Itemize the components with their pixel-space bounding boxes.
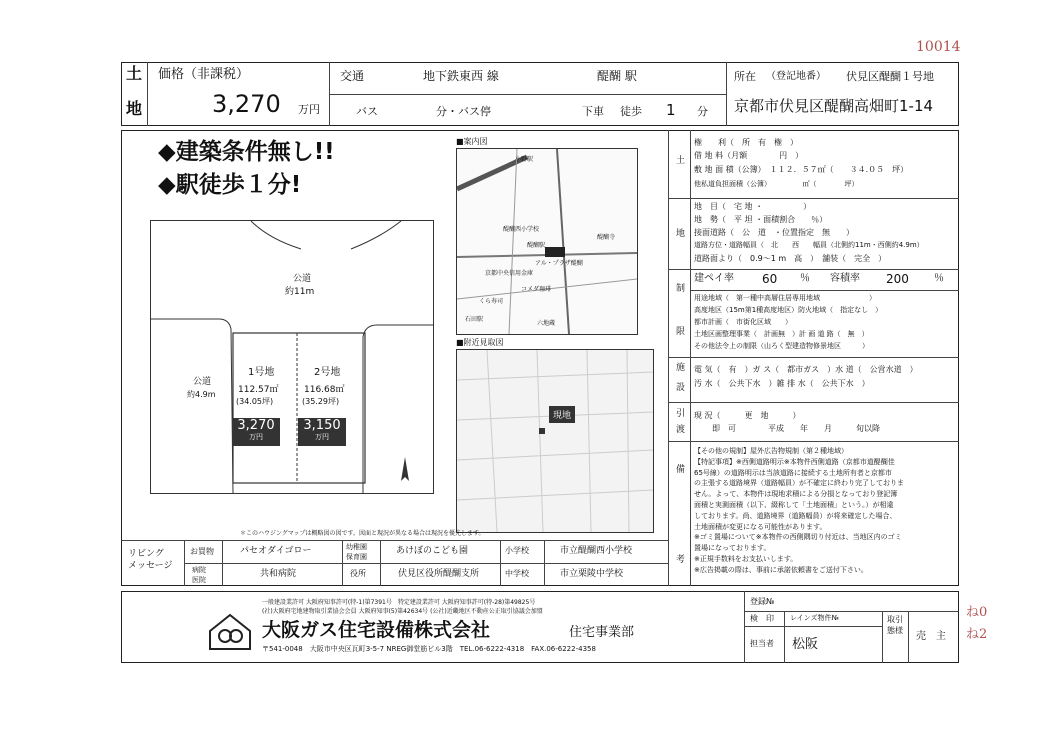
headline-walk-one-min: ◆駅徒歩１分! [158,172,302,198]
specs-seigen-2: 限 [676,327,686,337]
spec-koudo: 高度地区（15m第1種高度地区）防火地域（ 指定なし ） [694,306,883,314]
yoseki-value: 200 [886,272,909,286]
kenpei-value: 60 [762,272,778,286]
lot1-price-badge [232,418,280,446]
lot1-price-unit: 万円 [249,433,263,441]
specs-shisetsu-2: 設 [676,383,686,393]
company-division: 住宅事業部 [569,625,635,640]
guide-map [456,148,638,335]
spec-jiki: 即 可 平成 年 月 旬以降 [712,424,880,433]
specs-hikiwatashi-2: 渡 [676,425,686,435]
getoff-label: 下車 [582,105,604,118]
lot2-price-badge [298,418,346,446]
company-address: 〒541-0048 大阪市中央区瓦町3-5-7 NREG御堂筋ビル3階 TEL.06-6222-4318 FAX.06-6222-4358 [262,645,596,653]
biko-line: 面積と実測面積（以下、綴称して「土地面積」という。）が相違 [694,500,894,509]
land-label-1: 土 [126,64,143,83]
map-label-komeda: コメダ珈琲 [521,286,552,293]
headline-no-build-condition: ◆建築条件無し!! [158,139,335,165]
map-label-rokujizo: 六地蔵 [537,320,556,327]
guide-map-title: ■案内図 [456,137,488,146]
spec-genkyo: 現 況（ 更 地 ） [694,411,801,420]
handwritten-number: 10014 [916,39,961,55]
walk-label: 徒歩 [620,105,642,118]
lot1-tsubo: (34.05坪) [236,397,274,406]
spec-setsudo: 接面道路（ 公 道 ・位置指定 無 ） [694,228,854,237]
reg-number-label: 登録№ [750,597,775,606]
site-plan [150,220,434,494]
spec-road-width: 道路方位・道路幅員（ 北 西 幅員（北側約11m・西側約4.9m） [694,241,924,249]
spec-area: 敷 地 面 積（公簿） １１２．５７㎡（ ３４.０５ 坪） [694,165,909,174]
company-logo-icon [206,611,254,651]
living-cat-hospital: 病院 医院 [192,566,206,584]
living-junior: 市立栗陵中学校 [560,569,624,579]
biko-line: 【特記事項】※西側道路明示※本物件西側道路（京都市道醍醐佳 [694,457,895,466]
specs-shisetsu-1: 施 [676,363,686,373]
bus-stop-label: 分・バス停 [436,105,491,118]
lot2-price-unit: 万円 [315,433,329,441]
specs-seigen-1: 制 [676,284,686,294]
living-message-title: リビング メッセージ [128,549,173,571]
living-cat-shopping: お買物 [190,547,214,556]
company-name: 大阪ガス住宅設備株式会社 [262,619,491,641]
biko-line: 【その他の規制】屋外広告物規制（第２種地域） [694,447,848,455]
spec-kukaku: 土地区画整理事業（ 計画無 ）計 画 道 路（ 無 ） [694,330,869,338]
biko-line: ※正規手数料をお支払いします。 [694,554,798,563]
living-cat-junior: 中学校 [505,569,529,578]
transport-label: 交通 [340,69,365,83]
transaction-type-label: 取引態様 [887,615,903,635]
lot2-price: 3,150 [303,418,341,433]
living-hospital: 共和病院 [260,569,297,579]
price-unit: 万円 [298,103,320,116]
spec-private-road: 他私道負担面積（公簿） ㎡（ 坪） [694,180,859,188]
map-label-daigoji: 醍醐寺 [597,234,616,241]
map-label-ono: 小野駅 [515,156,534,163]
price-value: 3,270 [212,90,281,118]
address: 京都市伏見区醍醐高畑町1-14 [734,97,934,115]
map-label-bank: 京都中央信用金庫 [485,270,534,277]
land-label-2: 地 [126,99,143,118]
spec-toshi: 都市計画（ 市街化区域 ） [694,318,792,326]
road-main-label: 公道 [293,274,312,284]
living-cat-elementary: 小学校 [505,546,529,555]
specs-land-char-1: 土 [676,156,686,166]
station-name: 醍醐 駅 [597,69,637,83]
kenpei-label: 建ペイ率 [694,273,734,284]
map-label-daigo-station: 醍醐駅 [527,242,546,249]
spec-sonota: その他法令上の制限（山ろく型建造物修景地区 ） [694,342,869,350]
registry-label: （登記地番） [766,71,826,82]
specs-land-char-2: 地 [676,229,686,239]
spec-chisei: 地 勢（ 平 坦 ・面積割合 ％） [694,215,828,224]
map-label-ishida: 石田駅 [465,316,484,323]
spec-rights: 権 利（ 所 有 権 ） [694,138,798,147]
spec-road-level: 道路面より（ 0.9〜1 m 高 ） 舗装（ 完全 ） [694,254,887,263]
living-shopping: パセオダイゴロー [240,546,312,556]
location-label: 所在 [734,70,756,83]
map-current-site: 現地 [549,406,575,423]
housing-map-note: ＊このハウジングマップは概略図の図です。図面と現況が異なる場合は現況を優先します。 [240,530,485,537]
lot1-name: 1号地 [248,367,275,378]
lot2-tsubo: (35.29坪) [302,397,340,406]
kenpei-percent: ％ [800,273,810,284]
lot2-name: 2号地 [314,367,341,378]
road-side-width: 約4.9m [187,390,216,399]
biko-line: 土地面積が変更になる可能性があります。 [694,522,827,531]
living-cat-kindergarten: 幼稚園 保育園 [346,543,367,561]
bus-label: バス [356,105,378,118]
biko-line: ※広告掲載の際は、事前に承諾依頼書をご送付下さい。 [694,565,868,574]
north-arrow-icon [395,455,415,485]
biko-line: しております。尚、道路境界（道路幅員）が将来確定した場合、 [694,511,897,520]
yoseki-percent: ％ [934,273,944,284]
nearby-map-title: ■附近見取図 [456,338,504,347]
manager-name: 松阪 [792,637,819,652]
living-cat-office: 役所 [350,569,366,578]
lot1-area: 112.57㎡ [238,385,279,395]
yoseki-label: 容積率 [830,273,860,284]
map-label-alplaza: アル・プラザ醍醐 [535,260,583,267]
rains-label: レインズ物件№ [790,614,839,622]
price-label: 価格（非課税） [158,67,250,82]
license-line-1: 一般建設業許可 大阪府知事許可(特-1)第7391号 特定建設業許可 大阪府知事許可(特-28)第49825号 [262,599,536,606]
handwritten-note-1: ね0 [966,605,988,620]
nearby-map [456,349,654,533]
specs-hikiwatashi-1: 引 [676,409,686,419]
specs-biko-1: 備 [676,465,686,475]
spec-utilities-1: 電 気（ 有 ）ガ ス（ 都市ガス ）水 道（ 公営水道 ） [694,365,918,374]
biko-line: の主張する道路境界（道路幅員）が不確定に終わり完了しておりま [694,479,904,488]
spec-chimoku: 地 目（ 宅 地 ・ ） [694,202,812,211]
biko-line: 置場になっております。 [694,544,771,553]
train-line: 地下鉄東西 線 [423,69,499,83]
road-main-width: 約11m [285,287,315,297]
handwritten-note-2: ね2 [966,627,988,642]
living-office: 伏見区役所醍醐支所 [398,569,480,579]
manager-label: 担当者 [750,639,774,648]
walk-minutes: 1 [666,101,676,119]
spec-rent: 借 地 料（月額 円 ） [694,151,804,160]
license-line-2: (社)大阪府宅地建物取引業協会会員 大阪府知事(5)第42634号 (公社)近畿地区不動産公正取引協議会加盟 [262,608,543,615]
biko-line: せん。よって、本物件は現地求積による分損となっており登記簿 [694,490,898,499]
minutes-unit: 分 [697,105,708,118]
location-short: 伏見区醍醐１号地 [846,70,934,83]
biko-line: ※ゴミ置場について※本物件の西側隅切り付近は、当地区内のゴミ [694,533,902,542]
specs-biko-2: 考 [676,555,686,565]
biko-line: 65号線）の道路明示は当該道路に接続する土地所有者と京都市 [694,468,892,477]
living-kindergarten: あけぼのこども園 [396,546,469,556]
biko-notes [694,446,956,576]
lot1-price: 3,270 [237,418,275,433]
map-label-kura: くら寿司 [479,298,504,305]
map-label-school: 醍醐西小学校 [503,226,540,233]
seller-label: 売 主 [916,631,946,642]
road-side-label: 公道 [193,377,212,387]
living-elementary: 市立醍醐西小学校 [560,546,633,556]
spec-youto: 用途地域（ 第一種中高層住居専用地域 ） [694,294,876,302]
spec-utilities-2: 汚 水（ 公共下水 ）雑 排 水（ 公共下水 ） [694,379,870,388]
lot2-area: 116.68㎡ [304,385,345,395]
check-label: 検 印 [750,614,774,623]
